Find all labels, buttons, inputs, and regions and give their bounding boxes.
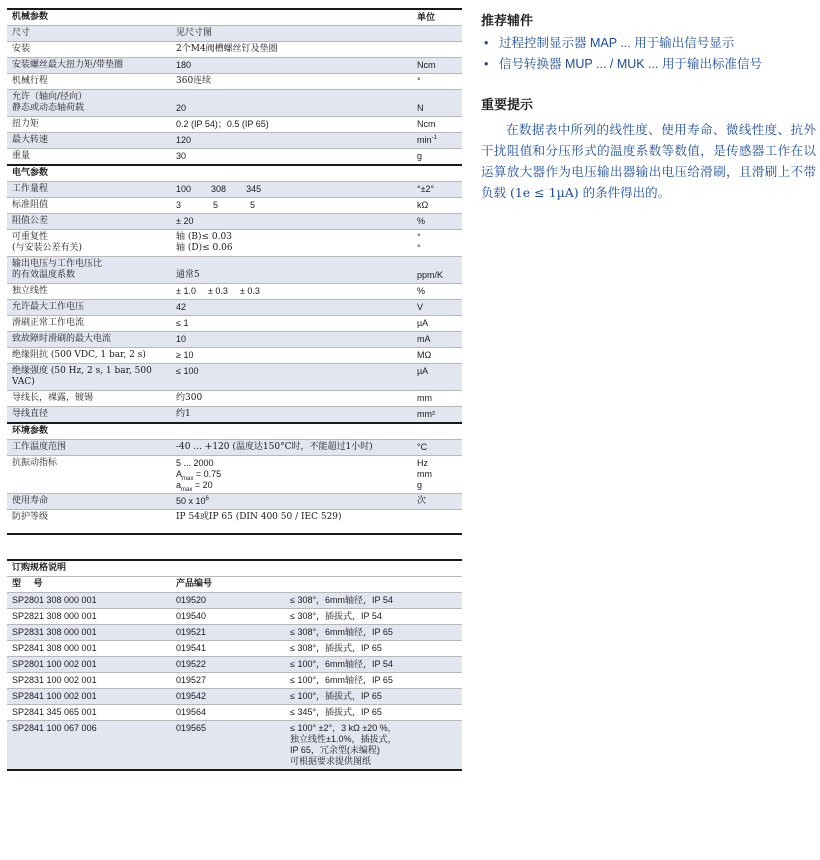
table-row: SP2831 100 002 001 019527 ≤ 100°，6mm轴径，IP 65: [7, 673, 462, 689]
spec-row: 工作温度范围 -40 ... +120 (温度达150°C时，不能超过1小时) °C: [7, 440, 462, 456]
spec-row: 扭力矩 0.2 (IP 54)；0.5 (IP 65) Ncm: [7, 117, 462, 133]
spec-row: 标准阻值 3 5 5 kΩ: [7, 198, 462, 214]
table-row: SP2841 345 065 001 019564 ≤ 345°，插拔式，IP 65: [7, 705, 462, 721]
accessories-list: [481, 35, 816, 72]
order-title: 订购规格说明: [7, 560, 171, 577]
spec-row: 安装螺丝最大扭力矩/带垫圈 180 Ncm: [7, 58, 462, 74]
notes-column: [481, 8, 816, 203]
spec-row: 输出电压与工作电压比 的有效温度系数 通常5 ppm/K: [7, 257, 462, 284]
spec-column: [7, 8, 462, 771]
spec-row: 防护等级 IP 54或IP 65 (DIN 400 50 / IEC 529): [7, 510, 462, 535]
spec-row: 独立线性 ± 1.0 ± 0.3 ± 0.3 %: [7, 284, 462, 300]
spec-row: 阻值公差 ± 20 %: [7, 214, 462, 230]
spec-row: 机械行程 360连续 °: [7, 74, 462, 90]
accessories-title: 推荐辅件: [481, 14, 534, 29]
table-row: SP2841 100 067 006 019565 ≤ 100° ±2°，3 kΩ ±20 %, 独立线性±1.0%，插拔式， IP 65，冗余型(未编程) 可根据要求提供图纸: [7, 721, 462, 771]
order-column-header: [7, 577, 462, 593]
order-table: [7, 559, 462, 771]
col-code: 产品编号: [171, 577, 285, 593]
spec-row: 绝缘强度 (50 Hz, 2 s, 1 bar, 500 VAC) ≤ 100 µA: [7, 364, 462, 391]
spec-row: 导线长，裸露，镀锡 约300 mm: [7, 391, 462, 407]
table-row: SP2801 100 002 001 019522 ≤ 100°，6mm轴径，IP 54: [7, 657, 462, 673]
section-header-mechanical: [7, 9, 462, 26]
section-title: 机械参数: [7, 9, 171, 26]
spec-row: 重量 30 g: [7, 149, 462, 166]
bullet-icon: •: [484, 36, 489, 50]
section-title: 电气参数: [7, 165, 171, 182]
table-row: SP2821 308 000 001 019540 ≤ 308°，插拔式，IP 54: [7, 609, 462, 625]
spec-row: 工作量程 100 308 345 °±2°: [7, 182, 462, 198]
spec-row: 最大转速 120 $\min^{-1}$: [7, 133, 462, 149]
section-title: 环境参数: [7, 423, 171, 440]
table-row: SP2841 100 002 001 019542 ≤ 100°，插拔式，IP 65: [7, 689, 462, 705]
spec-row: 致故障时滑刷的最大电流 10 mA: [7, 332, 462, 348]
list-item: • 过程控制显示器 MAP ... 用于输出信号显示: [484, 36, 735, 50]
spec-row: 抗振动指标 5 ... 2000 $A_{max} = 0.75$ $a_{max} = 20$ Hz mm g: [7, 456, 462, 494]
order-title-row: [7, 560, 462, 577]
spec-row: 允许最大工作电压 42 V: [7, 300, 462, 316]
list-item: • 信号转换器 MUP ... / MUK ... 用于输出标准信号: [484, 57, 762, 71]
spec-row: 使用寿命 50 x $10^6$ 次: [7, 494, 462, 510]
spec-row: 滑刷正常工作电流 ≤ 1 µA: [7, 316, 462, 332]
bullet-icon: •: [484, 57, 489, 71]
spec-row: 可重复性 (与安装公差有关) 轴 (B)≤ 0.03 轴 (D)≤ 0.06 ° °: [7, 230, 462, 257]
spec-row: 安装 2个M4阀槽螺丝钉及垫圈: [7, 42, 462, 58]
section-header-electrical: [7, 165, 462, 182]
spec-row: 绝缘阻抗 (500 VDC, 1 bar, 2 s) ≥ 10 MΩ: [7, 348, 462, 364]
spec-row: 导线直径 约1 mm²: [7, 407, 462, 424]
table-row: SP2801 308 000 001 019520 ≤ 308°，6mm轴径，IP 54: [7, 593, 462, 609]
table-row: SP2841 308 000 001 019541 ≤ 308°，插拔式，IP 65: [7, 641, 462, 657]
table-row: SP2831 308 000 001 019521 ≤ 308°，6mm轴径，IP 65: [7, 625, 462, 641]
spec-row: 尺寸 见尺寸图: [7, 26, 462, 42]
spec-row: 允许（轴向/径向） 静态或动态轴荷载 20 N: [7, 90, 462, 117]
section-header-environment: [7, 423, 462, 440]
unit-header: 单位: [412, 9, 462, 26]
notice-title: 重要提示: [481, 98, 534, 113]
spec-table: [7, 8, 462, 535]
notice-text: 在数据表中所列的线性度、使用寿命、微线性度、抗外干扰阻值和分压形式的温度系数等数值，是传感器工作在以运算放大器作为电压输出器输出电压给滑刷，且滑刷上不带负载 (1e ≤ 1µA) 的条件得出的。: [481, 122, 816, 200]
col-type: 型 号: [7, 577, 171, 593]
